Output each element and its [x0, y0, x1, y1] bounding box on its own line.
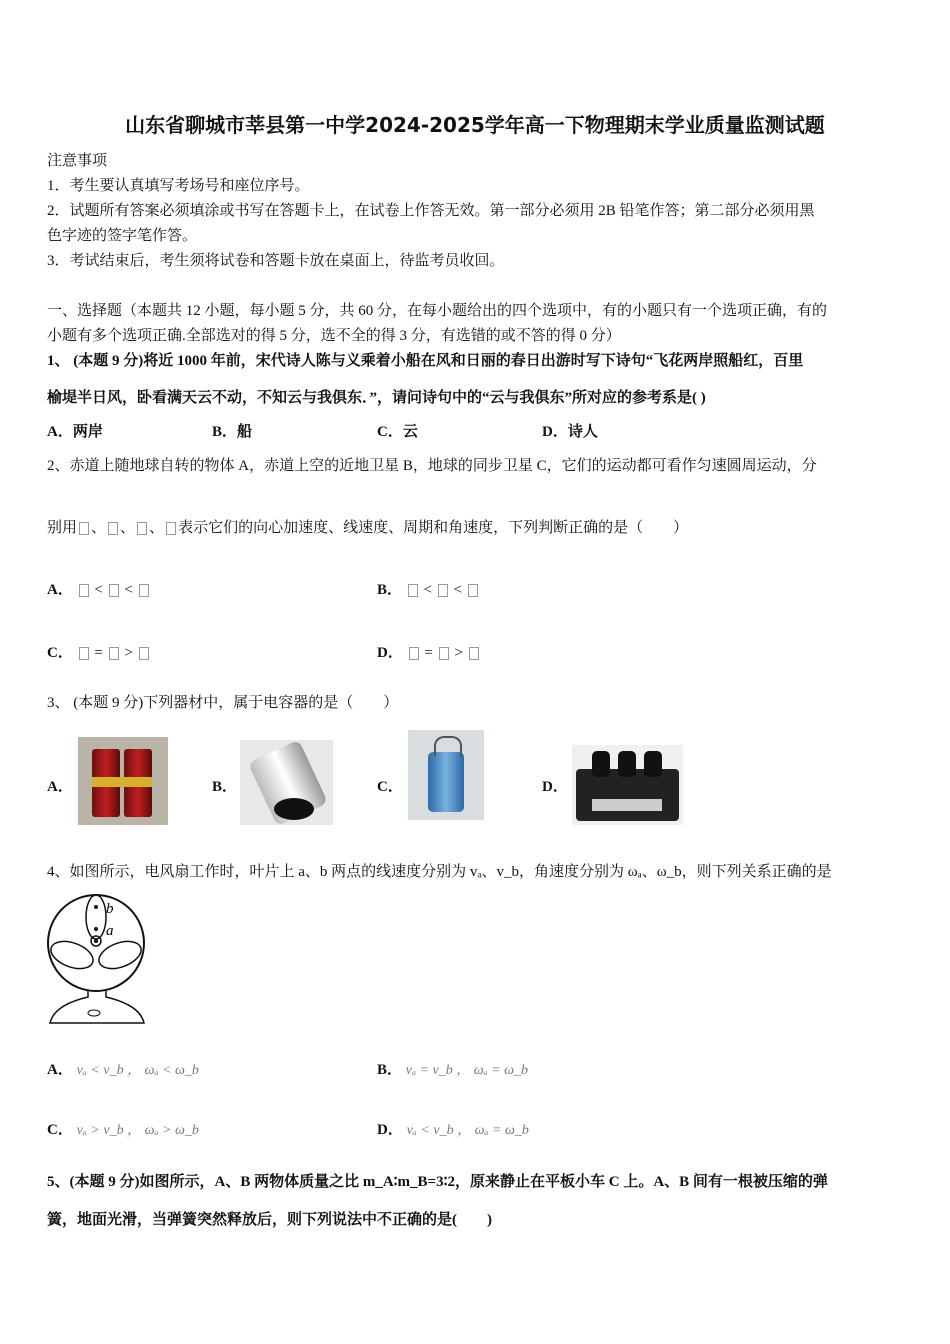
- capacitor-can-image: [240, 740, 333, 825]
- q3-label-b: B．: [212, 779, 238, 795]
- q1-text: 榆堤半日风，卧看满天云不动，不知云与我俱东．”，请问诗句中的“云与我俱东”所对应的参考系是( ): [47, 390, 706, 406]
- q1-option-a: A．两岸: [47, 424, 103, 440]
- electric-fan-figure: [44, 893, 152, 1027]
- point-a-label: a: [106, 923, 114, 939]
- q3-label-c: C．: [377, 779, 403, 795]
- q2-option-b: B． < <: [377, 580, 480, 600]
- q1-option-c: C．云: [377, 424, 418, 440]
- q4-option-d: D． vₐ < v_b ， ωₐ = ω_b: [377, 1122, 529, 1138]
- q2-text: 别用 、 、 、 表示它们的向心加速度、线速度、周期和角速度，下列判断正确的是（ ）: [47, 520, 689, 536]
- q5-text: 5、(本题 9 分)如图所示，A、B 两物体质量之比 m_A∶m_B=3∶2，原来静止在平板小车 C 上。A、B 间有一根被压缩的弹: [47, 1174, 828, 1190]
- notice-item: 2．试题所有答案必须填涂或书写在答题卡上，在试卷上作答无效。第一部分必须用 2B 铅笔作答；第二部分必须用黑: [47, 203, 815, 219]
- notice-heading: 注意事项: [47, 153, 108, 169]
- resistance-box-image: [572, 745, 683, 825]
- point-b-label: b: [106, 901, 114, 917]
- q4-option-b: B． vₐ = v_b ， ωₐ = ω_b: [377, 1062, 529, 1078]
- q1-option-d: D．诗人: [542, 424, 598, 440]
- q2-option-d: D． = >: [377, 643, 481, 663]
- notice-item: 色字迹的签字笔作答。: [47, 228, 198, 244]
- section-heading: 一、选择题（本题共 12 小题，每小题 5 分，共 60 分，在每小题给出的四个选项中，有的小题只有一个选项正确，有的: [47, 303, 828, 319]
- q2-option-c: C． = >: [47, 643, 151, 663]
- q3-text: 3、 (本题 9 分)下列器材中，属于电容器的是（ ）: [47, 695, 399, 711]
- battery-image: [78, 737, 168, 825]
- q2-option-a: A． < <: [47, 580, 151, 600]
- page-title: 山东省聊城市莘县第一中学2024-2025学年高一下物理期末学业质量监测试题: [125, 113, 825, 137]
- q3-label-a: A．: [47, 779, 73, 795]
- q4-text: 4、如图所示，电风扇工作时，叶片上 a、b 两点的线速度分别为 vₐ、v_b，角速度分别为 ωₐ、ω_b，则下列关系正确的是: [47, 864, 832, 880]
- q4-option-c: C． vₐ > v_b ， ωₐ > ω_b: [47, 1122, 199, 1138]
- q1-text: 1、 (本题 9 分)将近 1000 年前，宋代诗人陈与义乘着小船在风和日丽的春日出游时写下诗句“飞花两岸照船红，百里: [47, 353, 804, 369]
- electrolytic-capacitor-image: [408, 730, 484, 820]
- q3-label-d: D．: [542, 779, 568, 795]
- notice-item: 3．考试结束后，考生须将试卷和答题卡放在桌面上，待监考员收回。: [47, 253, 505, 269]
- q4-option-a: A． vₐ < v_b ， ωₐ < ω_b: [47, 1062, 199, 1078]
- section-heading: 小题有多个选项正确.全部选对的得 5 分，选不全的得 3 分，有选错的或不答的得 0 分）: [47, 328, 621, 344]
- notice-item: 1．考生要认真填写考场号和座位序号。: [47, 178, 310, 194]
- q1-option-b: B．船: [212, 424, 253, 440]
- q2-text: 2、赤道上随地球自转的物体 A，赤道上空的近地卫星 B，地球的同步卫星 C，它们的运动都可看作匀速圆周运动，分: [47, 458, 817, 474]
- q5-text: 簧，地面光滑，当弹簧突然释放后，则下列说法中不正确的是( ): [47, 1212, 492, 1228]
